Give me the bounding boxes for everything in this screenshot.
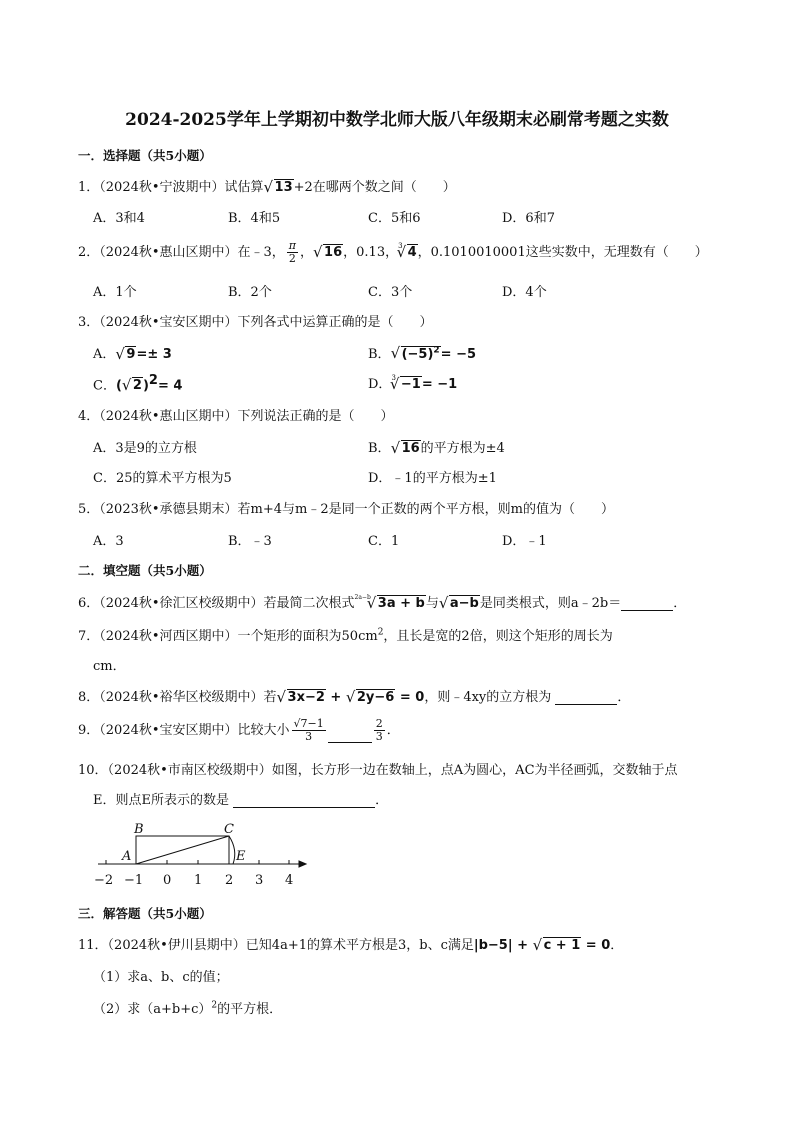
q3-option-a: A．√ 9=± 3 bbox=[93, 343, 172, 362]
tick-label: 0 bbox=[163, 873, 172, 888]
q4-option-b: B．√ 16的平方根为±4 bbox=[368, 437, 505, 456]
question-4: 4．（2024秋•惠山区期中）下列说法正确的是（ ） bbox=[78, 409, 394, 424]
tick-label: 3 bbox=[255, 873, 264, 888]
q3-option-c: C．(√ 2)$^2$= 4 bbox=[93, 373, 182, 393]
q3-option-d: D．$^3$√ −1= −1 bbox=[368, 373, 457, 392]
answer-blank bbox=[328, 742, 372, 743]
cuberoot-expression: √ 4 bbox=[398, 245, 418, 260]
section-heading-choice: 一．选择题（共5小题） bbox=[78, 148, 212, 163]
question-6: 6．（2024秋•徐汇区校级期中）若最简二次根式$^{2a-b}$√ 3a + b与√ a−b是同类根式，则a﹣2b＝ ． bbox=[78, 592, 686, 611]
number-line-figure bbox=[90, 818, 320, 890]
q5-option-a: A．3 bbox=[93, 534, 124, 549]
q3-option-b: B．√ $(-5)^2= -5$ bbox=[368, 343, 476, 362]
fraction: $\frac{2}{3}$ bbox=[375, 717, 383, 743]
tick-label: 2 bbox=[225, 873, 234, 888]
question-5: 5．（2023秋•承德县期末）若m+4与m﹣2是同一个正数的两个平方根，则m的值为（ ） bbox=[78, 502, 614, 517]
label-b: B bbox=[134, 822, 144, 837]
question-2: 2．（2024秋•惠山区期中）在﹣3， $\frac{\pi}{2}$ ，√ 16，0.13，$^3$√ 4，0.1010010001这些实数中，无理数有（ ） bbox=[78, 240, 708, 265]
q2-option-b: B．2个 bbox=[228, 285, 272, 300]
question-11-part-1: （1）求a、b、c的值； bbox=[93, 970, 229, 985]
question-9: 9．（2024秋•宝安区期中）比较大小 $\frac{√7-1}{3}$ $\frac{2}{3}$ ． bbox=[78, 717, 400, 743]
section-heading-fill: 二．填空题（共5小题） bbox=[78, 563, 212, 578]
question-7: 7．（2024秋•河西区期中）一个矩形的面积为$50cm^2$，且长是宽的2倍，则这个矩形的周长为 bbox=[78, 627, 613, 644]
q1-option-a: A．3和4 bbox=[93, 211, 145, 226]
question-3: 3．（2024秋•宝安区期中）下列各式中运算正确的是（ ） bbox=[78, 315, 433, 330]
question-1: 1．（2024秋•宁波期中）试估算√ 13+2在哪两个数之间（ ） bbox=[78, 176, 456, 195]
q4-option-d: D．﹣1的平方根为±1 bbox=[368, 471, 497, 486]
page-title: 2024-2025学年上学期初中数学北师大版八年级期末必刷常考题之实数 bbox=[125, 110, 669, 130]
answer-blank bbox=[555, 704, 617, 705]
question-7-line2: cm． bbox=[93, 659, 126, 674]
q1-option-b: B．4和5 bbox=[228, 211, 281, 226]
question-8: 8．（2024秋•裕华区校级期中）若√ 3x−2 + √ 2y−6 = 0，则﹣4xy的立方根为 ． bbox=[78, 686, 630, 705]
q4-option-c: C．25的算术平方根为5 bbox=[93, 471, 232, 486]
question-10-line2: E．则点E所表示的数是 ． bbox=[93, 793, 389, 808]
tick-label: −1 bbox=[124, 873, 144, 888]
answer-blank bbox=[233, 807, 375, 808]
arc bbox=[229, 836, 235, 864]
q2-option-a: A．1个 bbox=[93, 285, 137, 300]
question-11-part-2: （2）求$(a+b+c)^2$的平方根． bbox=[93, 1000, 283, 1017]
tick-label: −2 bbox=[94, 873, 114, 888]
q1-option-c: C．5和6 bbox=[368, 211, 421, 226]
diagonal-ac bbox=[136, 836, 229, 864]
q5-option-c: C．1 bbox=[368, 534, 400, 549]
q1-option-d: D．6和7 bbox=[502, 211, 555, 226]
sqrt-expression: √ 16 bbox=[314, 245, 343, 260]
label-c: C bbox=[224, 822, 234, 837]
q5-option-d: D．﹣1 bbox=[502, 534, 547, 549]
tick-label: 1 bbox=[194, 873, 203, 888]
question-11: 11．（2024秋•伊川县期中）已知4a+1的算术平方根是3，b、c满足|b−5| + √ c + 1 = 0． bbox=[78, 934, 623, 953]
label-e: E bbox=[236, 849, 246, 864]
q2-option-d: D．4个 bbox=[502, 285, 547, 300]
q5-option-b: B．﹣3 bbox=[228, 534, 272, 549]
section-heading-answer: 三．解答题（共5小题） bbox=[78, 906, 212, 921]
label-a: A bbox=[122, 849, 132, 864]
axis-arrow bbox=[299, 861, 306, 867]
tick-label: 4 bbox=[285, 873, 294, 888]
question-10: 10．（2024秋•市南区校级期中）如图，长方形一边在数轴上，点A为圆心，AC为半径画弧，交数轴于点 bbox=[78, 763, 678, 778]
q4-option-a: A．3是9的立方根 bbox=[93, 441, 197, 456]
q2-option-c: C．3个 bbox=[368, 285, 413, 300]
answer-blank bbox=[621, 610, 673, 611]
sqrt-expression: √ 13 bbox=[265, 180, 294, 195]
pi-over-2-fraction: $\frac{\pi}{2}$ bbox=[288, 239, 297, 265]
fraction: $\frac{√7-1}{3}$ bbox=[293, 717, 324, 743]
